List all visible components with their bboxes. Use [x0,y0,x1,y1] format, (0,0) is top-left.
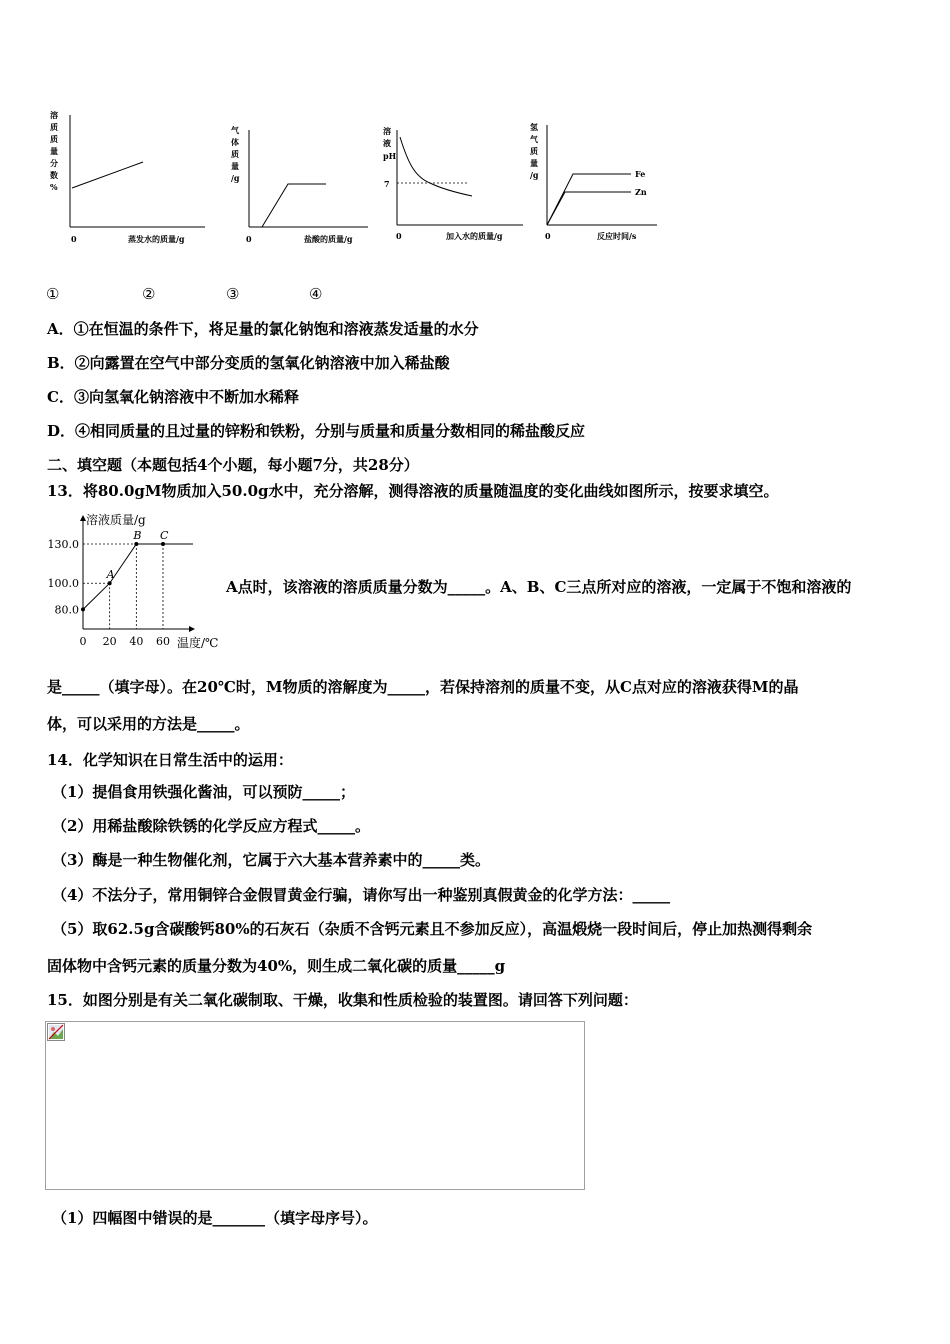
solubility-curve [83,544,193,609]
svg-text:质: 质 [231,149,239,159]
q13-line-c: 体，可以采用的方法是_____。 [47,715,250,733]
q13-line-b: 是_____（填字母）。在20℃时，M物质的溶解度为_____，若保持溶剂的质量不变，从C点对应的溶液获得M的晶 [47,678,799,696]
q15-stem: 15．如图分别是有关二氧化碳制取、干燥，收集和性质检验的装置图。请回答下列问题： [47,991,638,1009]
graph-1-ylabel [49,110,58,192]
graph-2 [228,125,373,250]
graph-4 [527,120,657,250]
svg-text:量: 量 [50,146,58,156]
section-heading: 二、填空题（本题包括4个小题，每小题7分，共28分） [47,456,419,474]
y-axis-label: 溶液质量/g [86,513,146,527]
data-point [161,542,165,546]
svg-text:分: 分 [50,158,58,168]
q14-part-5a: （5）取62.5g含碳酸钙80%的石灰石（杂质不含钙元素且不参加反应），高温煅烧一段时间后，停止加热测得剩余 [52,920,813,938]
data-point [134,542,138,546]
graph-1-origin: 0 [71,234,77,244]
svg-text:pH: pH [383,151,397,161]
q14-part-2: （2）用稀盐酸除铁锈的化学反应方程式_____。 [52,817,370,835]
data-point [108,581,112,585]
q14-part-4: （4）不法分子，常用铜锌合金假冒黄金行骗，请你写出一种鉴别真假黄金的化学方法：_____ [52,886,670,904]
option-d: D．④相同质量的且过量的锌粉和铁粉，分别与质量和质量分数相同的稀盐酸反应 [47,422,586,440]
graph-1 [45,105,210,250]
x-axis-label: 温度/℃ [177,636,219,650]
q14-part-3: （3）酶是一种生物催化剂，它属于六大基本营养素中的_____类。 [52,851,490,869]
graph-1-curve [72,162,143,188]
graph-number-4: ④ [309,285,323,303]
graph-2-ylabel [231,125,240,183]
option-a: A．①在恒温的条件下，将足量的氯化钠饱和溶液蒸发适量的水分 [47,320,479,338]
svg-text:/g: /g [530,170,539,180]
graph-2-curve [262,184,326,227]
graph-2-origin: 0 [246,234,252,244]
q13-line-a: A点时，该溶液的溶质质量分数为_____。A、B、C三点所对应的溶液，一定属于不饱和溶液的 [226,578,852,596]
svg-text:质: 质 [530,146,538,156]
graph-4-fe-curve [547,174,631,225]
graph-4-ylabel [530,122,539,180]
graph-2-xlabel: 盐酸的质量/g [304,234,353,244]
point-label: C [160,529,169,542]
svg-text:量: 量 [231,161,239,171]
q15-part-1: （1）四幅图中错误的是_______（填字母序号）。 [52,1209,378,1227]
svg-text:液: 液 [383,138,391,148]
svg-text:质: 质 [50,122,58,132]
svg-text:量: 量 [530,158,538,168]
svg-text:溶: 溶 [50,110,58,120]
svg-text:质: 质 [50,134,58,144]
graph-number-1: ① [46,285,60,303]
x-tick-label: 60 [156,635,170,648]
x-tick-label: 0 [79,635,87,648]
svg-text:气: 气 [231,125,239,135]
graph-3 [380,125,525,250]
svg-text:溶: 溶 [383,126,391,136]
x-tick-label: 40 [129,635,144,648]
graph-3-xlabel: 加入水的质量/g [446,231,503,241]
x-axis-arrow [189,626,195,632]
point-label: B [133,529,142,542]
y-tick-label: 130.0 [47,538,79,551]
y-tick-label: 80.0 [54,603,79,617]
missing-image-placeholder [45,1021,585,1190]
graph-4-fe-label: Fe [635,169,646,179]
point-label: A [106,568,115,582]
option-b: B．②向露置在空气中部分变质的氢氧化钠溶液中加入稀盐酸 [47,354,450,372]
option-c: C．③向氢氧化钠溶液中不断加水稀释 [47,388,299,406]
svg-text:%: % [50,182,58,192]
graph-4-origin: 0 [545,231,551,241]
graph-4-xlabel: 反应时间/s [597,231,637,241]
svg-text:数: 数 [50,170,58,180]
graph-3-curve [400,137,472,196]
q14-part-1: （1）提倡食用铁强化酱油，可以预防_____； [52,783,355,801]
q14-part-5b: 固体物中含钙元素的质量分数为40%，则生成二氧化碳的质量_____g [47,957,506,975]
graph-4-zn-label: Zn [635,187,647,197]
q13-solubility-chart [45,507,230,652]
graph-number-2: ② [142,285,156,303]
broken-image-icon [47,1023,65,1041]
graph-3-ph-value: 7 [384,179,390,189]
graph-3-origin: 0 [396,231,402,241]
y-tick-label: 100.0 [47,577,79,591]
q14-stem: 14．化学知识在日常生活中的运用： [47,751,293,769]
q13-stem: 13．将80.0gM物质加入50.0g水中，充分溶解，测得溶液的质量随温度的变化曲线如图所示，按要求填空。 [47,482,779,500]
graph-4-zn-curve [547,192,631,225]
svg-text:/g: /g [231,173,240,183]
graph-1-xlabel: 蒸发水的质量/g [128,234,185,244]
svg-text:气: 气 [530,134,538,144]
graph-number-3: ③ [226,285,240,303]
x-tick-label: 20 [102,635,117,648]
svg-text:体: 体 [231,137,239,147]
data-point [81,607,85,611]
graph-3-ylabel [383,126,397,161]
svg-text:氢: 氢 [530,122,538,132]
